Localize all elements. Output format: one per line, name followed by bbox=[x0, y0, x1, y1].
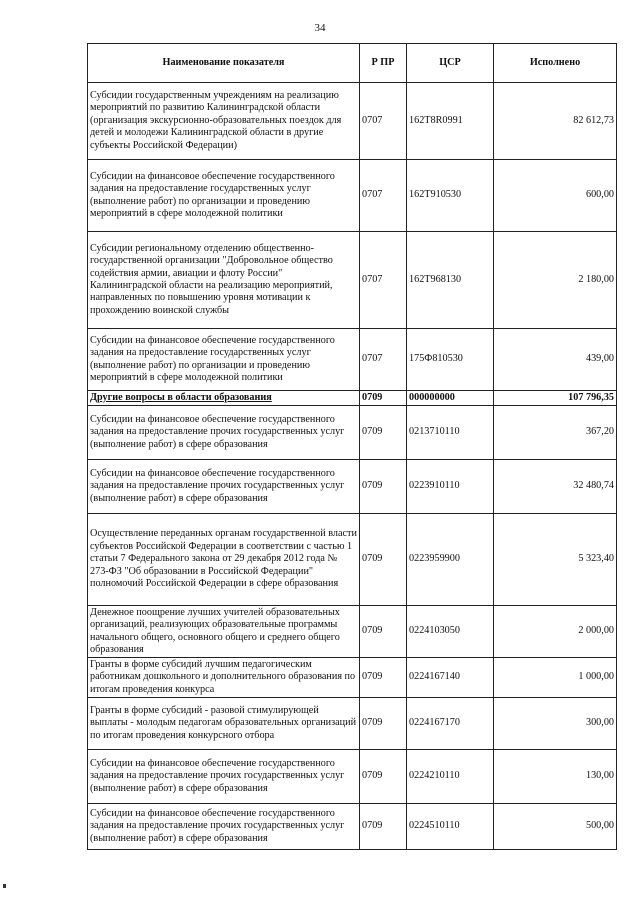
table-body bbox=[88, 83, 617, 850]
executed-amount-cell: 130,00 bbox=[494, 750, 617, 804]
executed-amount-cell: 500,00 bbox=[494, 804, 617, 850]
executed-amount-cell: 82 612,73 bbox=[494, 83, 617, 160]
page-number: 34 bbox=[314, 22, 326, 34]
section-code-cell: 0707 bbox=[360, 160, 407, 232]
section-code-cell: 0707 bbox=[360, 83, 407, 160]
indicator-name-cell: Субсидии на финансовое обеспечение государственного задания на предоставление государственных услуг (выполнение работ) по организации и проведению мероприятий в сфере молодежной политики bbox=[88, 329, 360, 391]
budget-execution-table bbox=[87, 43, 617, 850]
indicator-name-cell: Субсидии государственным учреждениям на реализацию мероприятий по развитию Калининградской области (организация экскурсионно-образовательных поездок для детей и молодежи Калининградской области в другие субъекты Российской Федерации) bbox=[88, 83, 360, 160]
header-target-article: ЦСР bbox=[407, 44, 494, 83]
table-row bbox=[88, 391, 617, 406]
indicator-name-cell: Субсидии на финансовое обеспечение государственного задания на предоставление государственных услуг (выполнение работ) по организации и проведению мероприятий в сфере молодежной политики bbox=[88, 160, 360, 232]
executed-amount-cell: 600,00 bbox=[494, 160, 617, 232]
target-article-cell: 162T910530 bbox=[407, 160, 494, 232]
table-row bbox=[88, 658, 617, 698]
executed-amount-cell: 1 000,00 bbox=[494, 658, 617, 698]
executed-amount-cell: 2 000,00 bbox=[494, 606, 617, 658]
target-article-cell: 0213710110 bbox=[407, 406, 494, 460]
target-article-cell: 162T968130 bbox=[407, 232, 494, 329]
indicator-name-cell: Субсидии региональному отделению общественно-государственной организации "Добровольное общество содействия армии, авиации и флоту России" Калининградской области на реализацию мероприятий, направленных по повышению уровня мотивации к прохождению воинской службы bbox=[88, 232, 360, 329]
table-row bbox=[88, 606, 617, 658]
indicator-name-cell: Денежное поощрение лучших учителей образовательных организаций, реализующих образовательные программы начального общего, основного общего и среднего общего образования bbox=[88, 606, 360, 658]
executed-amount-cell: 300,00 bbox=[494, 698, 617, 750]
section-code-cell: 0709 bbox=[360, 514, 407, 606]
target-article-cell: 0224167170 bbox=[407, 698, 494, 750]
target-article-cell: 175Ф810530 bbox=[407, 329, 494, 391]
table-row bbox=[88, 83, 617, 160]
table-row bbox=[88, 329, 617, 391]
executed-amount-cell: 439,00 bbox=[494, 329, 617, 391]
section-code-cell: 0709 bbox=[360, 658, 407, 698]
indicator-name-cell: Субсидии на финансовое обеспечение государственного задания на предоставление прочих государственных услуг (выполнение работ) в сфере образования bbox=[88, 804, 360, 850]
indicator-name-cell: Субсидии на финансовое обеспечение государственного задания на предоставление прочих государственных услуг (выполнение работ) в сфере образования bbox=[88, 406, 360, 460]
header-indicator-name: Наименование показателя bbox=[88, 44, 360, 83]
target-article-cell: 0223910110 bbox=[407, 460, 494, 514]
section-code-cell: 0709 bbox=[360, 698, 407, 750]
indicator-name-cell: Субсидии на финансовое обеспечение государственного задания на предоставление прочих государственных услуг (выполнение работ) в сфере образования bbox=[88, 460, 360, 514]
target-article-cell: 0224167140 bbox=[407, 658, 494, 698]
section-code-cell: 0709 bbox=[360, 406, 407, 460]
table-row bbox=[88, 160, 617, 232]
target-article-cell: 0224103050 bbox=[407, 606, 494, 658]
target-article-cell: 162T8R0991 bbox=[407, 83, 494, 160]
table-row bbox=[88, 232, 617, 329]
table-row bbox=[88, 750, 617, 804]
executed-amount-cell: 2 180,00 bbox=[494, 232, 617, 329]
executed-amount-cell: 367,20 bbox=[494, 406, 617, 460]
target-article-cell: 0224210110 bbox=[407, 750, 494, 804]
target-article-cell: 000000000 bbox=[407, 391, 494, 406]
section-code-cell: 0709 bbox=[360, 804, 407, 850]
header-section-code: Р ПР bbox=[360, 44, 407, 83]
header-executed: Исполнено bbox=[494, 44, 617, 83]
section-code-cell: 0707 bbox=[360, 232, 407, 329]
indicator-name-cell: Гранты в форме субсидий - разовой стимулирующей выплаты - молодым педагогам образовательных организаций по итогам проведения конкурсного отбора bbox=[88, 698, 360, 750]
indicator-name-cell: Гранты в форме субсидий лучшим педагогическим работникам дошкольного и дополнительного образования по итогам проведения конкурса bbox=[88, 658, 360, 698]
section-code-cell: 0707 bbox=[360, 329, 407, 391]
indicator-name-cell: Другие вопросы в области образования bbox=[88, 391, 360, 406]
table-row bbox=[88, 514, 617, 606]
executed-amount-cell: 32 480,74 bbox=[494, 460, 617, 514]
scan-artifact bbox=[3, 884, 6, 888]
indicator-name-cell: Субсидии на финансовое обеспечение государственного задания на предоставление прочих государственных услуг (выполнение работ) в сфере образования bbox=[88, 750, 360, 804]
section-code-cell: 0709 bbox=[360, 460, 407, 514]
table-row bbox=[88, 698, 617, 750]
table-row bbox=[88, 406, 617, 460]
table-header-row bbox=[88, 44, 617, 83]
executed-amount-cell: 5 323,40 bbox=[494, 514, 617, 606]
section-code-cell: 0709 bbox=[360, 750, 407, 804]
table-row bbox=[88, 460, 617, 514]
table-row bbox=[88, 804, 617, 850]
indicator-name-cell: Осуществление переданных органам государственной власти субъектов Российской Федерации в соответствии с частью 1 статьи 7 Федерального закона от 29 декабря 2012 года № 273-ФЗ "Об образовании в Российской Федерации" полномочий Российской Федерации в сфере образования bbox=[88, 514, 360, 606]
target-article-cell: 0223959900 bbox=[407, 514, 494, 606]
section-code-cell: 0709 bbox=[360, 391, 407, 406]
section-code-cell: 0709 bbox=[360, 606, 407, 658]
target-article-cell: 0224510110 bbox=[407, 804, 494, 850]
executed-amount-cell: 107 796,35 bbox=[494, 391, 617, 406]
